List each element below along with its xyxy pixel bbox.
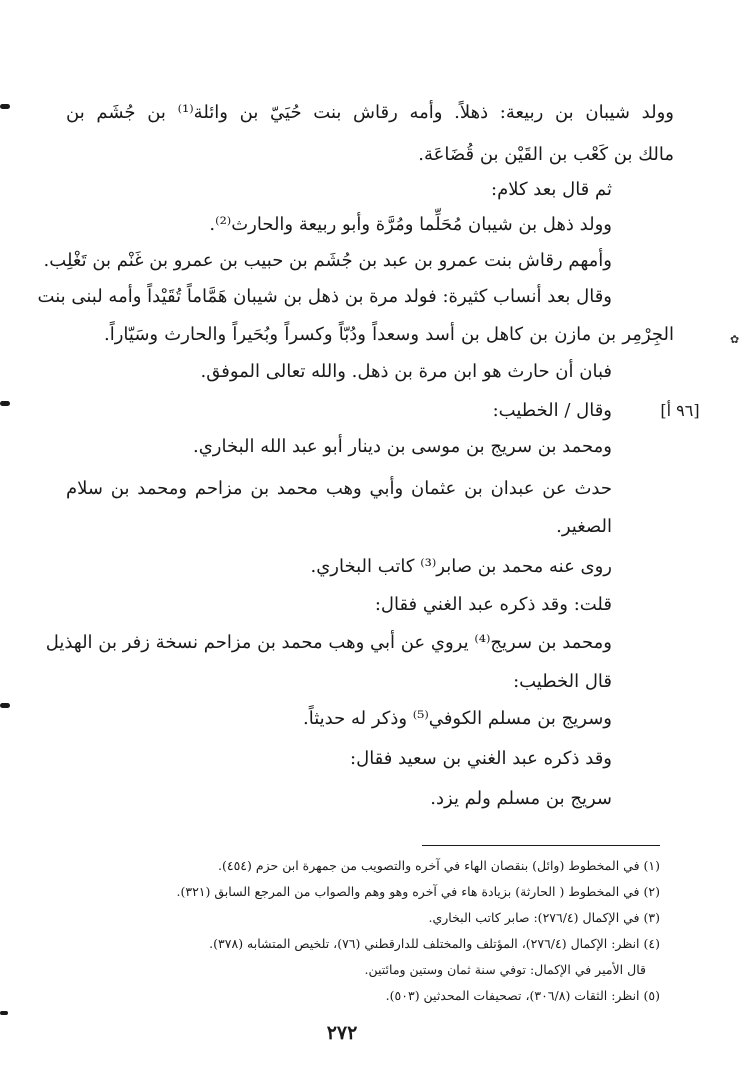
- body-line-1: وولد شيبان بن ربيعة: ذهلاً. وأمه رقاش بنت حُيَيّ بن وائلة⁽¹⁾ بن جُشَم بن: [66, 102, 674, 123]
- body-line-2: مالك بن كَعْب بن القَيْن بن قُضَاعَة.: [418, 144, 674, 165]
- body-line-11: حدث عن عبدان بن عثمان وأبي وهب محمد بن مزاحم ومحمد بن سلام: [66, 478, 612, 499]
- body-line-4: وولد ذهل بن شيبان مُحَلِّما ومُرَّة وأبو ربيعة والحارث⁽²⁾.: [209, 214, 612, 235]
- page-number: ٢٧٢: [326, 1022, 358, 1044]
- footnote-1: (١) في المخطوط (وائل) بنقصان الهاء في آخره والتصويب من جمهرة ابن حزم (٤٥٤).: [218, 858, 660, 873]
- footnote-3: (٣) في الإكمال (٢٧٦/٤): صابر كاتب البخاري.: [428, 910, 660, 925]
- body-line-16: قال الخطيب:: [513, 671, 612, 692]
- body-line-10: ومحمد بن سريج بن موسى بن دينار أبو عبد الله البخاري.: [192, 436, 612, 457]
- body-line-5: وأمهم رقاش بنت عمرو بن عبد بن جُشَم بن حبيب بن عمرو بن غَنْم بن تَغْلِب.: [43, 250, 612, 271]
- body-line-14: قلت: وقد ذكره عبد الغني فقال:: [374, 594, 612, 615]
- scan-edge-mark: [0, 703, 10, 708]
- footnote-rule: [422, 845, 660, 846]
- body-line-18: وقد ذكره عبد الغني بن سعيد فقال:: [350, 748, 612, 769]
- margin-ornament-icon: ✿: [730, 333, 740, 346]
- footnote-4-continued: قال الأمير في الإكمال: توفي سنة ثمان وستين ومائتين.: [364, 962, 646, 977]
- scan-edge-mark: [0, 1011, 8, 1015]
- body-line-3: ثم قال بعد كلام:: [491, 179, 612, 200]
- body-line-15: ومحمد بن سريج⁽⁴⁾ يروي عن أبي وهب محمد بن مزاحم نسخة زفر بن الهذيل: [45, 632, 612, 653]
- body-line-9: وقال / الخطيب:: [492, 400, 612, 421]
- footnote-2: (٢) في المخطوط ( الحارثة) بزيادة هاء في آخره وهو وهم والصواب من المرجع السابق (٣٢١).: [176, 884, 660, 899]
- folio-reference: [٩٦ أ]: [660, 401, 700, 420]
- body-line-6: وقال بعد أنساب كثيرة: فولد مرة بن ذهل بن شيبان هَمَّاماً تُقَيْداً وأمه لبنى بنت: [37, 286, 612, 307]
- body-line-8: فبان أن حارث هو ابن مرة بن ذهل. والله تعالى الموفق.: [200, 361, 612, 382]
- footnote-4: (٤) انظر: الإكمال (٢٧٦/٤)، المؤتلف والمختلف للدارقطني (٧٦)، تلخيص المتشابه (٣٧٨).: [209, 936, 660, 951]
- body-line-19: سريج بن مسلم ولم يزد.: [430, 788, 612, 809]
- body-line-17: وسريج بن مسلم الكوفي⁽⁵⁾ وذكر له حديثاً.: [303, 708, 612, 729]
- body-line-13: روى عنه محمد بن صابر⁽³⁾ كاتب البخاري.: [310, 556, 612, 577]
- body-line-12: الصغير.: [556, 516, 612, 537]
- footnote-5: (٥) انظر: الثقات (٣٠٦/٨)، تصحيفات المحدثين (٥٠٣).: [385, 988, 660, 1003]
- body-line-7: الجِرْمِر بن مازن بن كاهل بن أسد وسعداً ودُبّاً وكسراً وبُحَيراً والحارث وسَيّاراً.: [104, 324, 674, 345]
- scan-edge-mark: [0, 104, 10, 109]
- scan-edge-mark: [0, 401, 10, 406]
